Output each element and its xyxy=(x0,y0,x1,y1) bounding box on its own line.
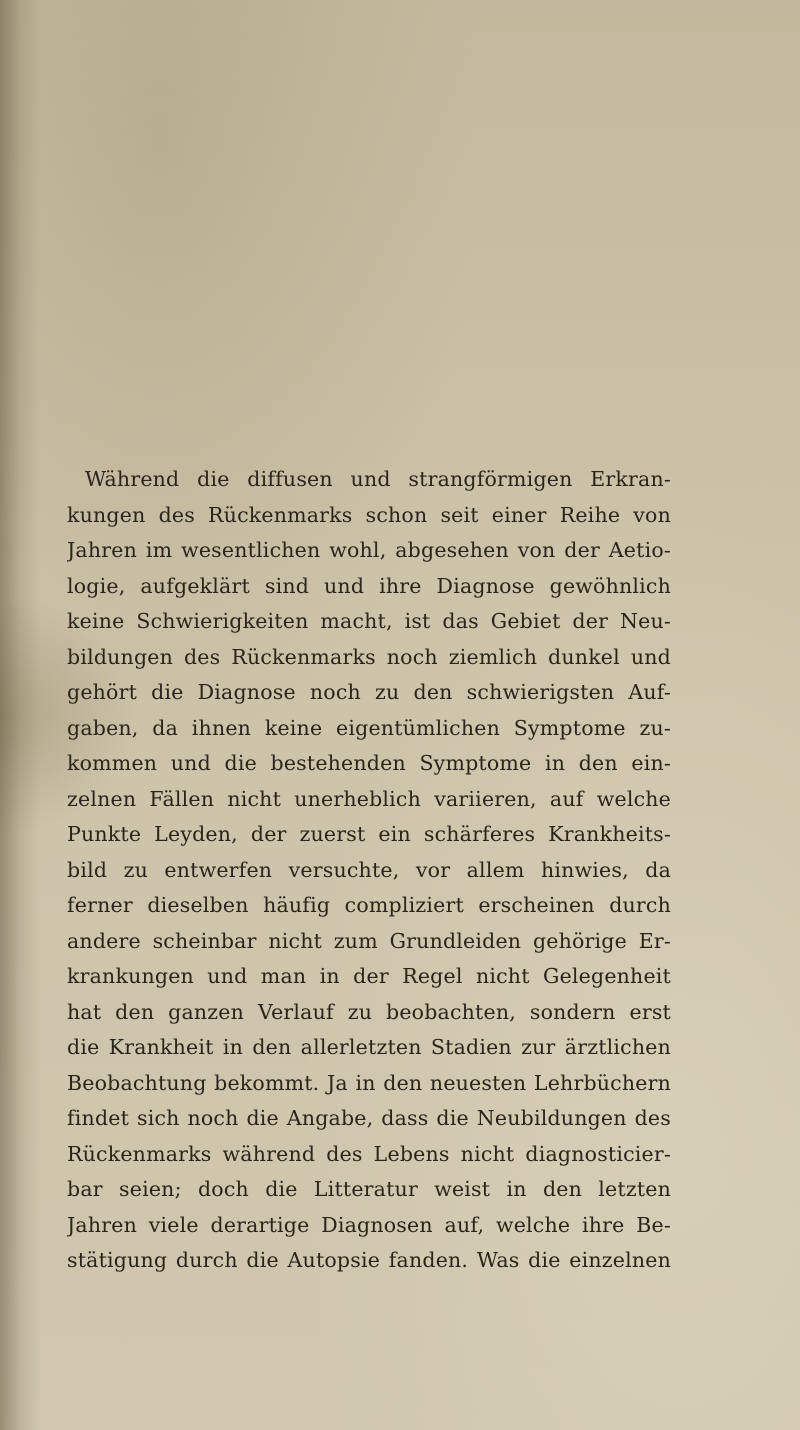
text-line-18: Beobachtung bekommt. Ja in den neuesten Lehrbüchern xyxy=(67,1070,671,1095)
text-line-21: bar seien; doch die Litteratur weist in den letzten xyxy=(67,1177,671,1201)
text-line-17: die Krankheit in den allerletzten Stadien zur ärztlichen xyxy=(67,1035,671,1059)
text-line-12: bild zu entwerfen versuchte, vor allem hinwies, da xyxy=(67,857,671,882)
text-line-1: Während die diffusen und strangförmigen Erkran- xyxy=(85,467,671,491)
text-line-15: krankungen und man in der Regel nicht Gelegenheit xyxy=(67,964,671,988)
text-line-9: kommen und die bestehenden Symptome in den ein- xyxy=(67,751,671,775)
text-line-11: Punkte Leyden, der zuerst ein schärferes Krankheits- xyxy=(67,822,671,846)
text-line-23: stätigung durch die Autopsie fanden. Was die einzelnen xyxy=(67,1248,671,1272)
text-line-16: hat den ganzen Verlauf zu beobachten, sondern erst xyxy=(67,999,671,1024)
text-line-19: findet sich noch die Angabe, dass die Neubildungen des xyxy=(67,1106,671,1130)
text-line-14: andere scheinbar nicht zum Grundleiden gehörige Er- xyxy=(67,928,671,953)
text-line-20: Rückenmarks während des Lebens nicht diagnosticier- xyxy=(67,1141,671,1166)
text-line-10: zelnen Fällen nicht unerheblich variieren, auf welche xyxy=(67,786,671,811)
text-line-5: keine Schwierigkeiten macht, ist das Gebiet der Neu- xyxy=(67,609,671,633)
text-line-2: kungen des Rückenmarks schon seit einer Reihe von xyxy=(67,502,671,527)
text-line-6: bildungen des Rückenmarks noch ziemlich dunkel und xyxy=(67,644,671,669)
page-edge-shadow xyxy=(0,0,40,1430)
text-line-7: gehört die Diagnose noch zu den schwierigsten Auf- xyxy=(67,680,671,704)
text-line-22: Jahren viele derartige Diagnosen auf, welche ihre Be- xyxy=(67,1212,671,1237)
body-text xyxy=(67,462,671,1279)
text-line-4: logie, aufgeklärt sind und ihre Diagnose gewöhnlich xyxy=(67,573,671,598)
text-line-13: ferner dieselben häufig compliziert erscheinen durch xyxy=(67,893,671,917)
text-line-3: Jahren im wesentlichen wohl, abgesehen von der Aetio- xyxy=(67,538,671,562)
text-line-8: gaben, da ihnen keine eigentümlichen Symptome zu- xyxy=(67,715,671,740)
